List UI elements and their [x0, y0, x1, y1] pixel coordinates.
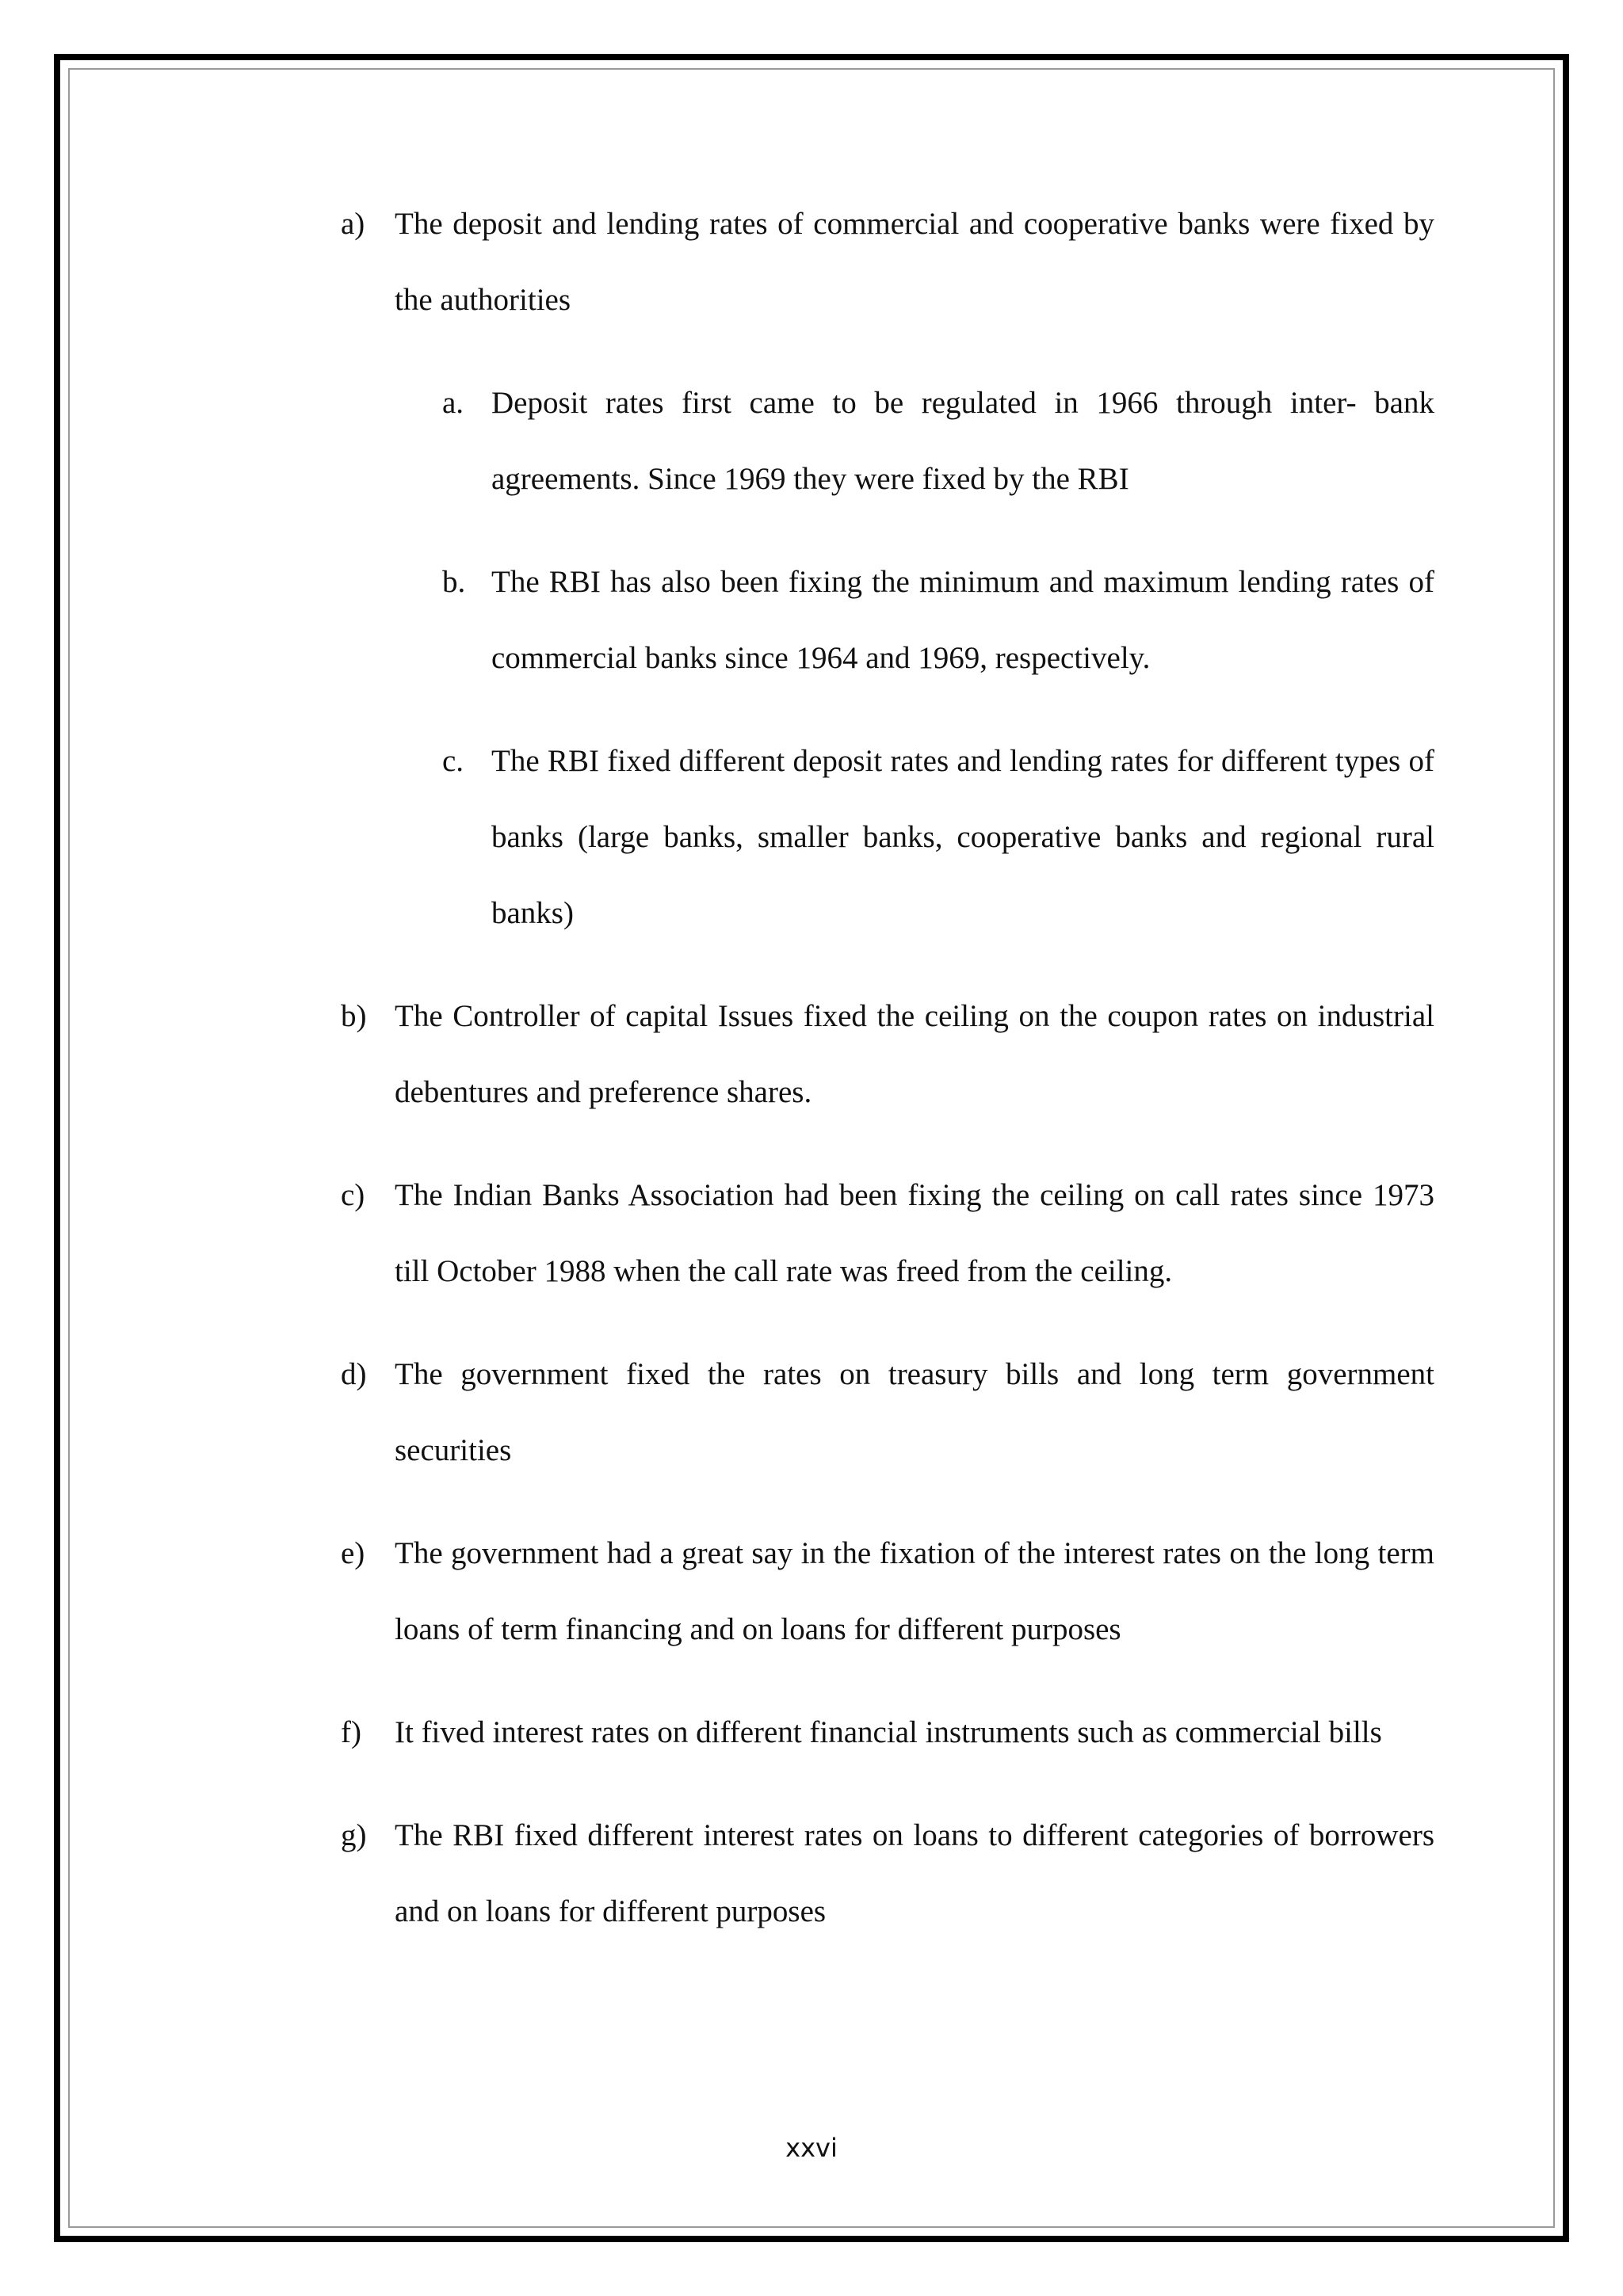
sub-list-item-text: The RBI has also been fixing the minimum and maximum lending rates of commercial banks since 1964 and 1969, respectively.: [491, 565, 1434, 675]
sub-list-marker: b.: [442, 565, 466, 599]
list-item-text: The RBI fixed different interest rates on loans to different categories of borrowers and on loans for different purposes: [395, 1818, 1434, 1928]
list-item-text: The government fixed the rates on treasury bills and long term government securities: [395, 1357, 1434, 1467]
page-number: xxvi: [785, 2133, 838, 2163]
sub-list-marker: c.: [442, 744, 464, 778]
sub-list-item-b: [442, 544, 1434, 696]
list-item-f: [341, 1695, 1434, 1771]
sub-list-item-a: [442, 365, 1434, 517]
list-marker: d): [341, 1357, 367, 1391]
list-item-c: [341, 1158, 1434, 1310]
list-marker: b): [341, 999, 367, 1033]
document-body: [341, 186, 1434, 1977]
list-item-text: The Controller of capital Issues fixed the ceiling on the coupon rates on industrial debentures and preference shares.: [395, 999, 1434, 1109]
sub-list-item-text: The RBI fixed different deposit rates and lending rates for different types of banks (large banks, smaller banks, cooperative banks and regional rural banks): [491, 744, 1434, 930]
sub-list-item-text: Deposit rates first came to be regulated in 1966 through inter- bank agreements. Since 1969 they were fixed by the RBI: [491, 386, 1434, 496]
list-marker: e): [341, 1536, 365, 1570]
list-item-g: [341, 1798, 1434, 1950]
list-item-text: The Indian Banks Association had been fixing the ceiling on call rates since 1973 till October 1988 when the call rate was freed from the ceiling.: [395, 1178, 1434, 1288]
list-marker: c): [341, 1178, 365, 1212]
list-item-e: [341, 1516, 1434, 1668]
list-marker: g): [341, 1818, 367, 1852]
list-item-text: It fived interest rates on different financial instruments such as commercial bills: [395, 1715, 1382, 1749]
list-marker: a): [341, 207, 365, 241]
list-item-d: [341, 1337, 1434, 1489]
list-item-a: [341, 186, 1434, 338]
list-marker: f): [341, 1715, 361, 1749]
sub-list-item-c: [442, 723, 1434, 952]
sub-list-marker: a.: [442, 386, 464, 420]
list-item-text: The deposit and lending rates of commercial and cooperative banks were fixed by the authorities: [395, 207, 1434, 317]
list-item-text: The government had a great say in the fixation of the interest rates on the long term loans of term financing and on loans for different purposes: [395, 1536, 1434, 1646]
list-item-b: [341, 978, 1434, 1131]
